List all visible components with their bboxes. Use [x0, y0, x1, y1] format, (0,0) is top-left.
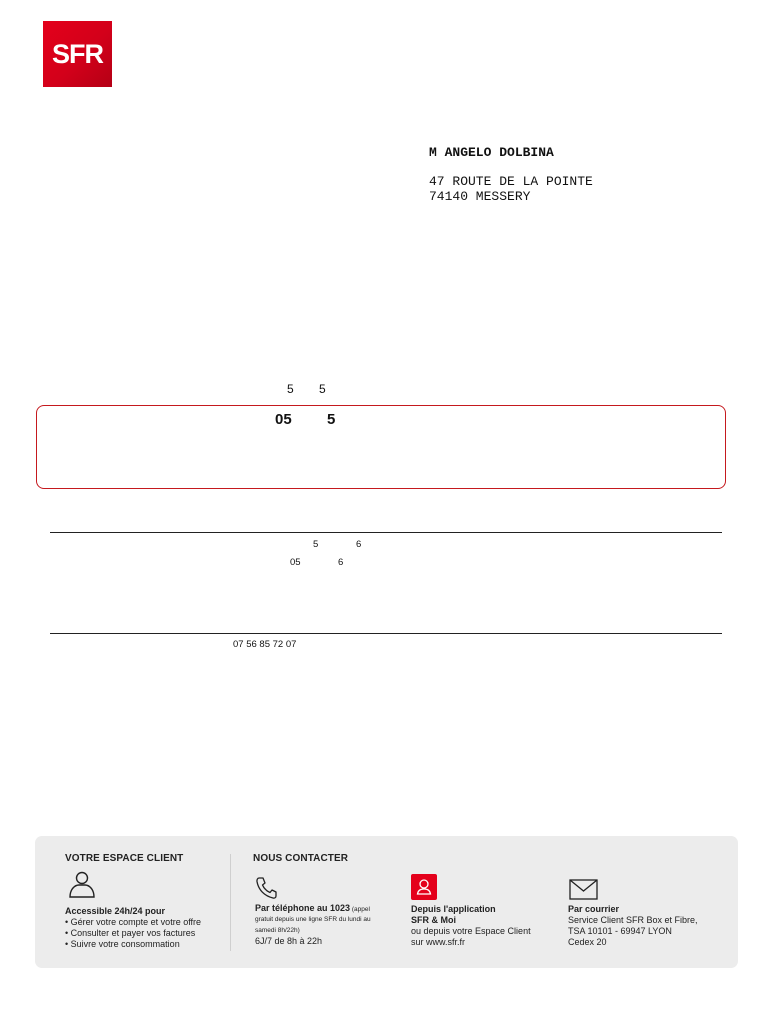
espace-client-accessible: Accessible 24h/24 pour [65, 906, 166, 916]
espace-client-heading: VOTRE ESPACE CLIENT [65, 853, 184, 864]
espace-client-bullet-1: • Gérer votre compte et votre offre [65, 917, 202, 927]
sfr-logo-text: SFR [52, 38, 103, 69]
highlight-box [36, 405, 726, 489]
footer-separator [230, 854, 231, 951]
box-fragment-a: 05 [275, 411, 292, 428]
mail-line-1: Service Client SFR Box et Fibre, [568, 915, 698, 925]
footer-contact-panel [35, 836, 738, 968]
recipient-name: M ANGELO DOLBINA [429, 145, 554, 160]
row1-fragment-a: 5 [313, 539, 319, 550]
phone-note-2: gratuit depuis une ligne SFR du lundi au [255, 916, 371, 923]
phone-hours: 6J/7 de 8h à 22h [255, 936, 323, 946]
row1-fragment-b: 6 [356, 539, 362, 550]
espace-client-bullet-2: • Consulter et payer vos factures [65, 928, 196, 938]
app-line-2: sur www.sfr.fr [411, 937, 466, 947]
mail-line-3: Cedex 20 [568, 937, 607, 947]
fragment-b: 5 [319, 382, 326, 396]
espace-client-bullet-3: • Suivre votre consommation [65, 939, 180, 949]
user-icon [67, 869, 97, 899]
envelope-icon [569, 879, 599, 901]
contact-heading: NOUS CONTACTER [253, 853, 349, 864]
sfr-logo [43, 21, 112, 87]
mail-line-2: TSA 10101 - 69947 LYON [568, 926, 672, 936]
app-title-1: Depuis l'application [411, 904, 496, 914]
fragment-a: 5 [287, 382, 294, 396]
mail-title: Par courrier [568, 904, 620, 914]
row2-fragment-a: 05 [290, 557, 301, 568]
recipient-address-line1: 47 ROUTE DE LA POINTE [429, 174, 593, 189]
app-line-1: ou depuis votre Espace Client [411, 926, 531, 936]
app-title-2: SFR & Moi [411, 915, 456, 925]
phone-number: 07 56 85 72 07 [233, 639, 297, 650]
phone-title: Par téléphone au 1023 (appel [255, 903, 370, 913]
recipient-address-line2: 74140 MESSERY [429, 189, 531, 204]
sfr-app-icon [411, 874, 437, 900]
row2-fragment-b: 6 [338, 557, 344, 568]
phone-note-3: samedi 8h/22h) [255, 927, 300, 934]
box-fragment-b: 5 [327, 411, 336, 428]
divider-bottom [50, 633, 722, 634]
phone-icon [255, 876, 277, 900]
divider-top [50, 532, 722, 533]
